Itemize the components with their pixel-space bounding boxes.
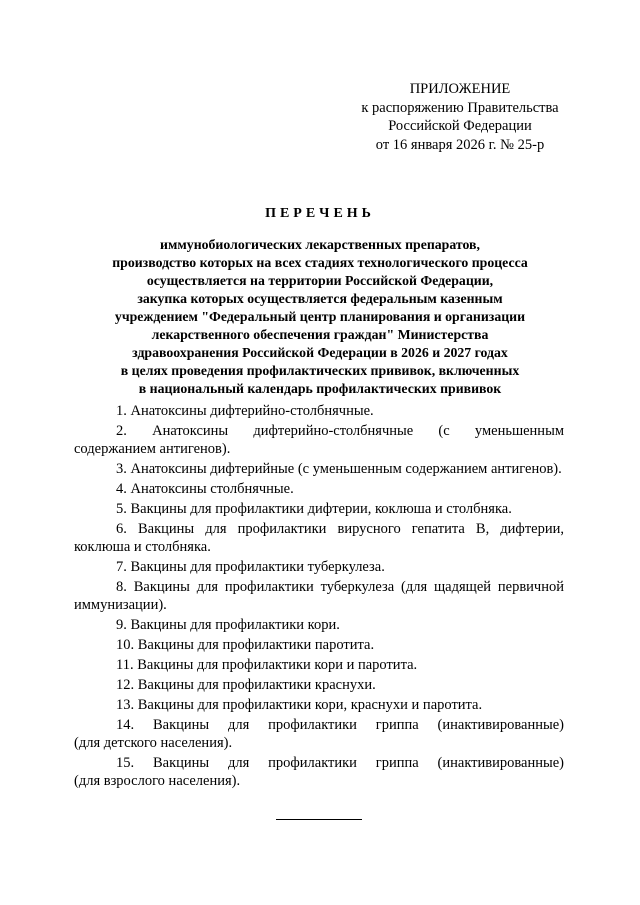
list-item-2 [74, 422, 564, 460]
subheading-line: учреждением "Федеральный центр планирования и организации [114, 309, 526, 324]
subheading-line: осуществляется на территории Российской Федерации, [146, 273, 494, 288]
list-item-1: 1. Анатоксины дифтерийно-столбнячные. [116, 403, 374, 419]
subheading-line: производство которых на всех стадиях технологического процесса [112, 255, 528, 270]
list-item-11: 11. Вакцины для профилактики кори и паротита. [116, 657, 418, 673]
list-item-14-line1: 14. Вакцины для профилактики гриппа (инактивированные) [116, 717, 564, 733]
list-item-10: 10. Вакцины для профилактики паротита. [116, 637, 375, 653]
list-item-8 [74, 578, 564, 616]
list-item-15 [74, 754, 564, 792]
list-item-14 [74, 716, 564, 754]
subheading-line: здравоохранения Российской Федерации в 2026 и 2027 годах [132, 345, 508, 360]
list-item-6-line1: 6. Вакцины для профилактики вирусного гепатита В, дифтерии, [116, 521, 564, 537]
list-item-8-line2: иммунизации). [74, 597, 167, 613]
list-item-2-line2: содержанием антигенов). [74, 441, 231, 457]
list-item-6-line2: коклюша и столбняка. [74, 539, 211, 555]
appendix-line-country: Российской Федерации [388, 118, 532, 134]
list-item-14-line2: (для детского населения). [74, 735, 233, 751]
list-item-13: 13. Вакцины для профилактики кори, краснухи и паротита. [116, 697, 483, 713]
appendix-title: ПРИЛОЖЕНИЕ [409, 81, 511, 97]
list-item-6 [74, 520, 564, 558]
document-subheading [60, 236, 580, 398]
list-item-9: 9. Вакцины для профилактики кори. [116, 617, 340, 633]
list-item-2-line1: 2. Анатоксины дифтерийно-столбнячные (с уменьшенным [116, 423, 564, 439]
list-item-7: 7. Вакцины для профилактики туберкулеза. [116, 559, 385, 575]
appendix-line-date: от 16 января 2026 г. № 25-р [375, 136, 545, 153]
list-item-15-line1: 15. Вакцины для профилактики гриппа (инактивированные) [116, 755, 564, 771]
document-heading: ПЕРЕЧЕНЬ [265, 206, 375, 221]
appendix-line-decree: к распоряжению Правительства [361, 99, 559, 116]
list-item-8-line1: 8. Вакцины для профилактики туберкулеза (для щадящей первичной [116, 579, 564, 595]
closing-divider [276, 819, 362, 820]
list-item-5: 5. Вакцины для профилактики дифтерии, коклюша и столбняка. [116, 501, 512, 517]
preparations-list [74, 402, 564, 792]
list-item-15-line2: (для взрослого населения). [74, 773, 241, 789]
appendix-header [330, 80, 590, 154]
subheading-line: закупка которых осуществляется федеральным казенным [137, 291, 503, 306]
subheading-line: в национальный календарь профилактических прививок [138, 381, 502, 396]
list-item-12: 12. Вакцины для профилактики краснухи. [116, 677, 376, 693]
subheading-line: в целях проведения профилактических прививок, включенных [120, 363, 520, 378]
list-item-4: 4. Анатоксины столбнячные. [116, 481, 294, 497]
list-item-3: 3. Анатоксины дифтерийные (с уменьшенным содержанием антигенов). [116, 461, 562, 477]
subheading-line: лекарственного обеспечения граждан" Министерства [151, 327, 489, 342]
subheading-line: иммунобиологических лекарственных препаратов, [160, 237, 480, 252]
